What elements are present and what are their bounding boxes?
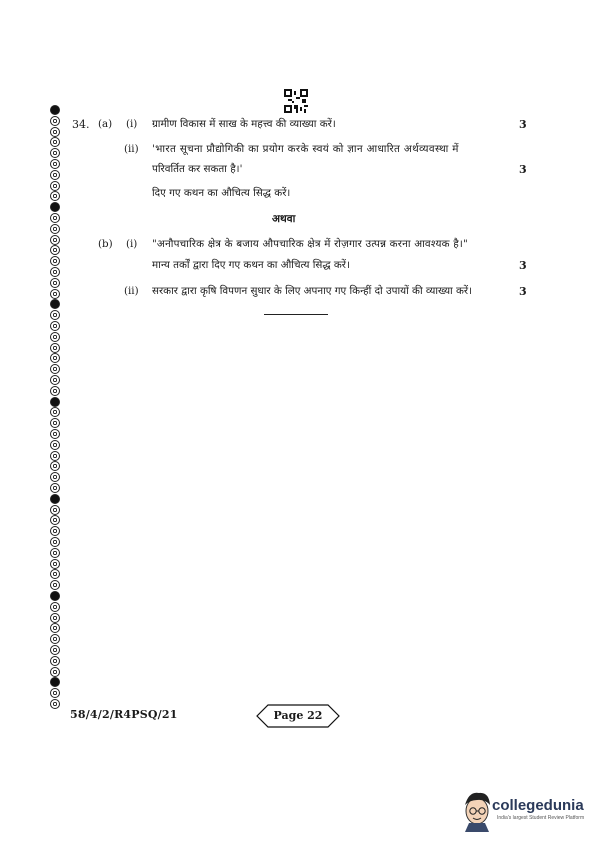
part-b-ii-text: सरकार द्वारा कृषि विपणन सुधार के लिए अपनाए गए किन्हीं दो उपायों की व्याख्या करें। (152, 285, 473, 297)
margin-ring-icon (50, 364, 60, 374)
margin-ring-icon (50, 375, 60, 385)
part-b-i-label: (i) (126, 238, 138, 250)
part-b-i-marks: 3 (519, 259, 527, 272)
margin-ring-icon (50, 202, 60, 212)
margin-ring-icon (50, 191, 60, 201)
part-b-i-line1: "अनौपचारिक क्षेत्र के बजाय औपचारिक क्षेत्र में रोज़गार उत्पन्न करना आवश्यक है।" (152, 238, 468, 250)
margin-ring-icon (50, 580, 60, 590)
margin-ring-icon (50, 127, 60, 137)
margin-ring-icon (50, 494, 60, 504)
part-a-ii-label: (ii) (124, 143, 139, 155)
part-b-ii-marks: 3 (519, 285, 527, 298)
margin-ring-icon (50, 159, 60, 169)
margin-ring-icon (50, 623, 60, 633)
page-number: Page 22 (273, 709, 323, 722)
margin-ring-icon (50, 332, 60, 342)
margin-ring-icon (50, 321, 60, 331)
margin-ring-icon (50, 245, 60, 255)
margin-ring-icon (50, 526, 60, 536)
margin-ring-icon (50, 353, 60, 363)
paper-code: 58/4/2/R4PSQ/21 (70, 708, 178, 721)
margin-ring-icon (50, 569, 60, 579)
margin-ring-icon (50, 213, 60, 223)
margin-ring-icon (50, 699, 60, 709)
margin-ring-icon (50, 613, 60, 623)
margin-ring-icon (50, 116, 60, 126)
margin-ring-icon (50, 677, 60, 687)
part-a-ii-line2: परिवर्तित कर सकता है।' (152, 163, 243, 175)
margin-ring-icon (50, 537, 60, 547)
part-a-i-marks: 3 (519, 118, 527, 131)
margin-ring-icon (50, 170, 60, 180)
margin-ring-icon (50, 299, 60, 309)
margin-ring-icon (50, 688, 60, 698)
margin-ring-icon (50, 418, 60, 428)
margin-ring-icon (50, 181, 60, 191)
part-b-ii-label: (ii) (124, 285, 139, 297)
margin-ring-icon (50, 429, 60, 439)
margin-ring-icon (50, 386, 60, 396)
end-of-questions-rule (264, 314, 328, 315)
margin-ring-icon (50, 105, 60, 115)
margin-ring-icon (50, 515, 60, 525)
margin-ring-icon (50, 397, 60, 407)
margin-ring-icon (50, 451, 60, 461)
margin-ring-icon (50, 407, 60, 417)
margin-ring-icon (50, 224, 60, 234)
margin-ring-icon (50, 667, 60, 677)
margin-ring-icon (50, 461, 60, 471)
part-a-ii-line1: 'भारत सूचना प्रौद्योगिकी का प्रयोग करके स्वयं को ज्ञान आधारित अर्थव्यवस्था में (152, 143, 459, 155)
margin-ring-icon (50, 634, 60, 644)
margin-ring-icon (50, 591, 60, 601)
margin-ring-icon (50, 289, 60, 299)
margin-ring-icon (50, 278, 60, 288)
brand-wordmark: collegedunia (492, 797, 584, 814)
part-a-ii-marks: 3 (519, 163, 527, 176)
part-a-ii-line3: दिए गए कथन का औचित्य सिद्ध करें। (152, 187, 291, 199)
margin-ring-icon (50, 137, 60, 147)
margin-ring-icon (50, 256, 60, 266)
margin-ring-icon (50, 656, 60, 666)
margin-ring-icon (50, 267, 60, 277)
margin-ring-icon (50, 559, 60, 569)
question-number: 34. (72, 118, 90, 131)
margin-ring-icon (50, 483, 60, 493)
brand-tagline: India's largest Student Review Platform (497, 815, 585, 821)
margin-ring-icon (50, 310, 60, 320)
part-b-i-line2: मान्य तर्कों द्वारा दिए गए कथन का औचित्य सिद्ध करें। (152, 259, 350, 271)
margin-ring-icon (50, 440, 60, 450)
margin-ring-icon (50, 343, 60, 353)
part-a-i-text: ग्रामीण विकास में साख के महत्त्व की व्याख्या करें। (152, 118, 336, 130)
part-a-label: (a) (98, 118, 113, 130)
margin-ring-icon (50, 548, 60, 558)
part-b-label: (b) (98, 238, 113, 250)
or-divider-label: अथवा (272, 213, 296, 225)
margin-ring-icon (50, 602, 60, 612)
margin-ring-icon (50, 505, 60, 515)
qr-code-icon (284, 89, 308, 113)
margin-ring-icon (50, 472, 60, 482)
margin-ring-icon (50, 148, 60, 158)
margin-ring-icon (50, 235, 60, 245)
part-a-i-label: (i) (126, 118, 138, 130)
margin-ring-icon (50, 645, 60, 655)
